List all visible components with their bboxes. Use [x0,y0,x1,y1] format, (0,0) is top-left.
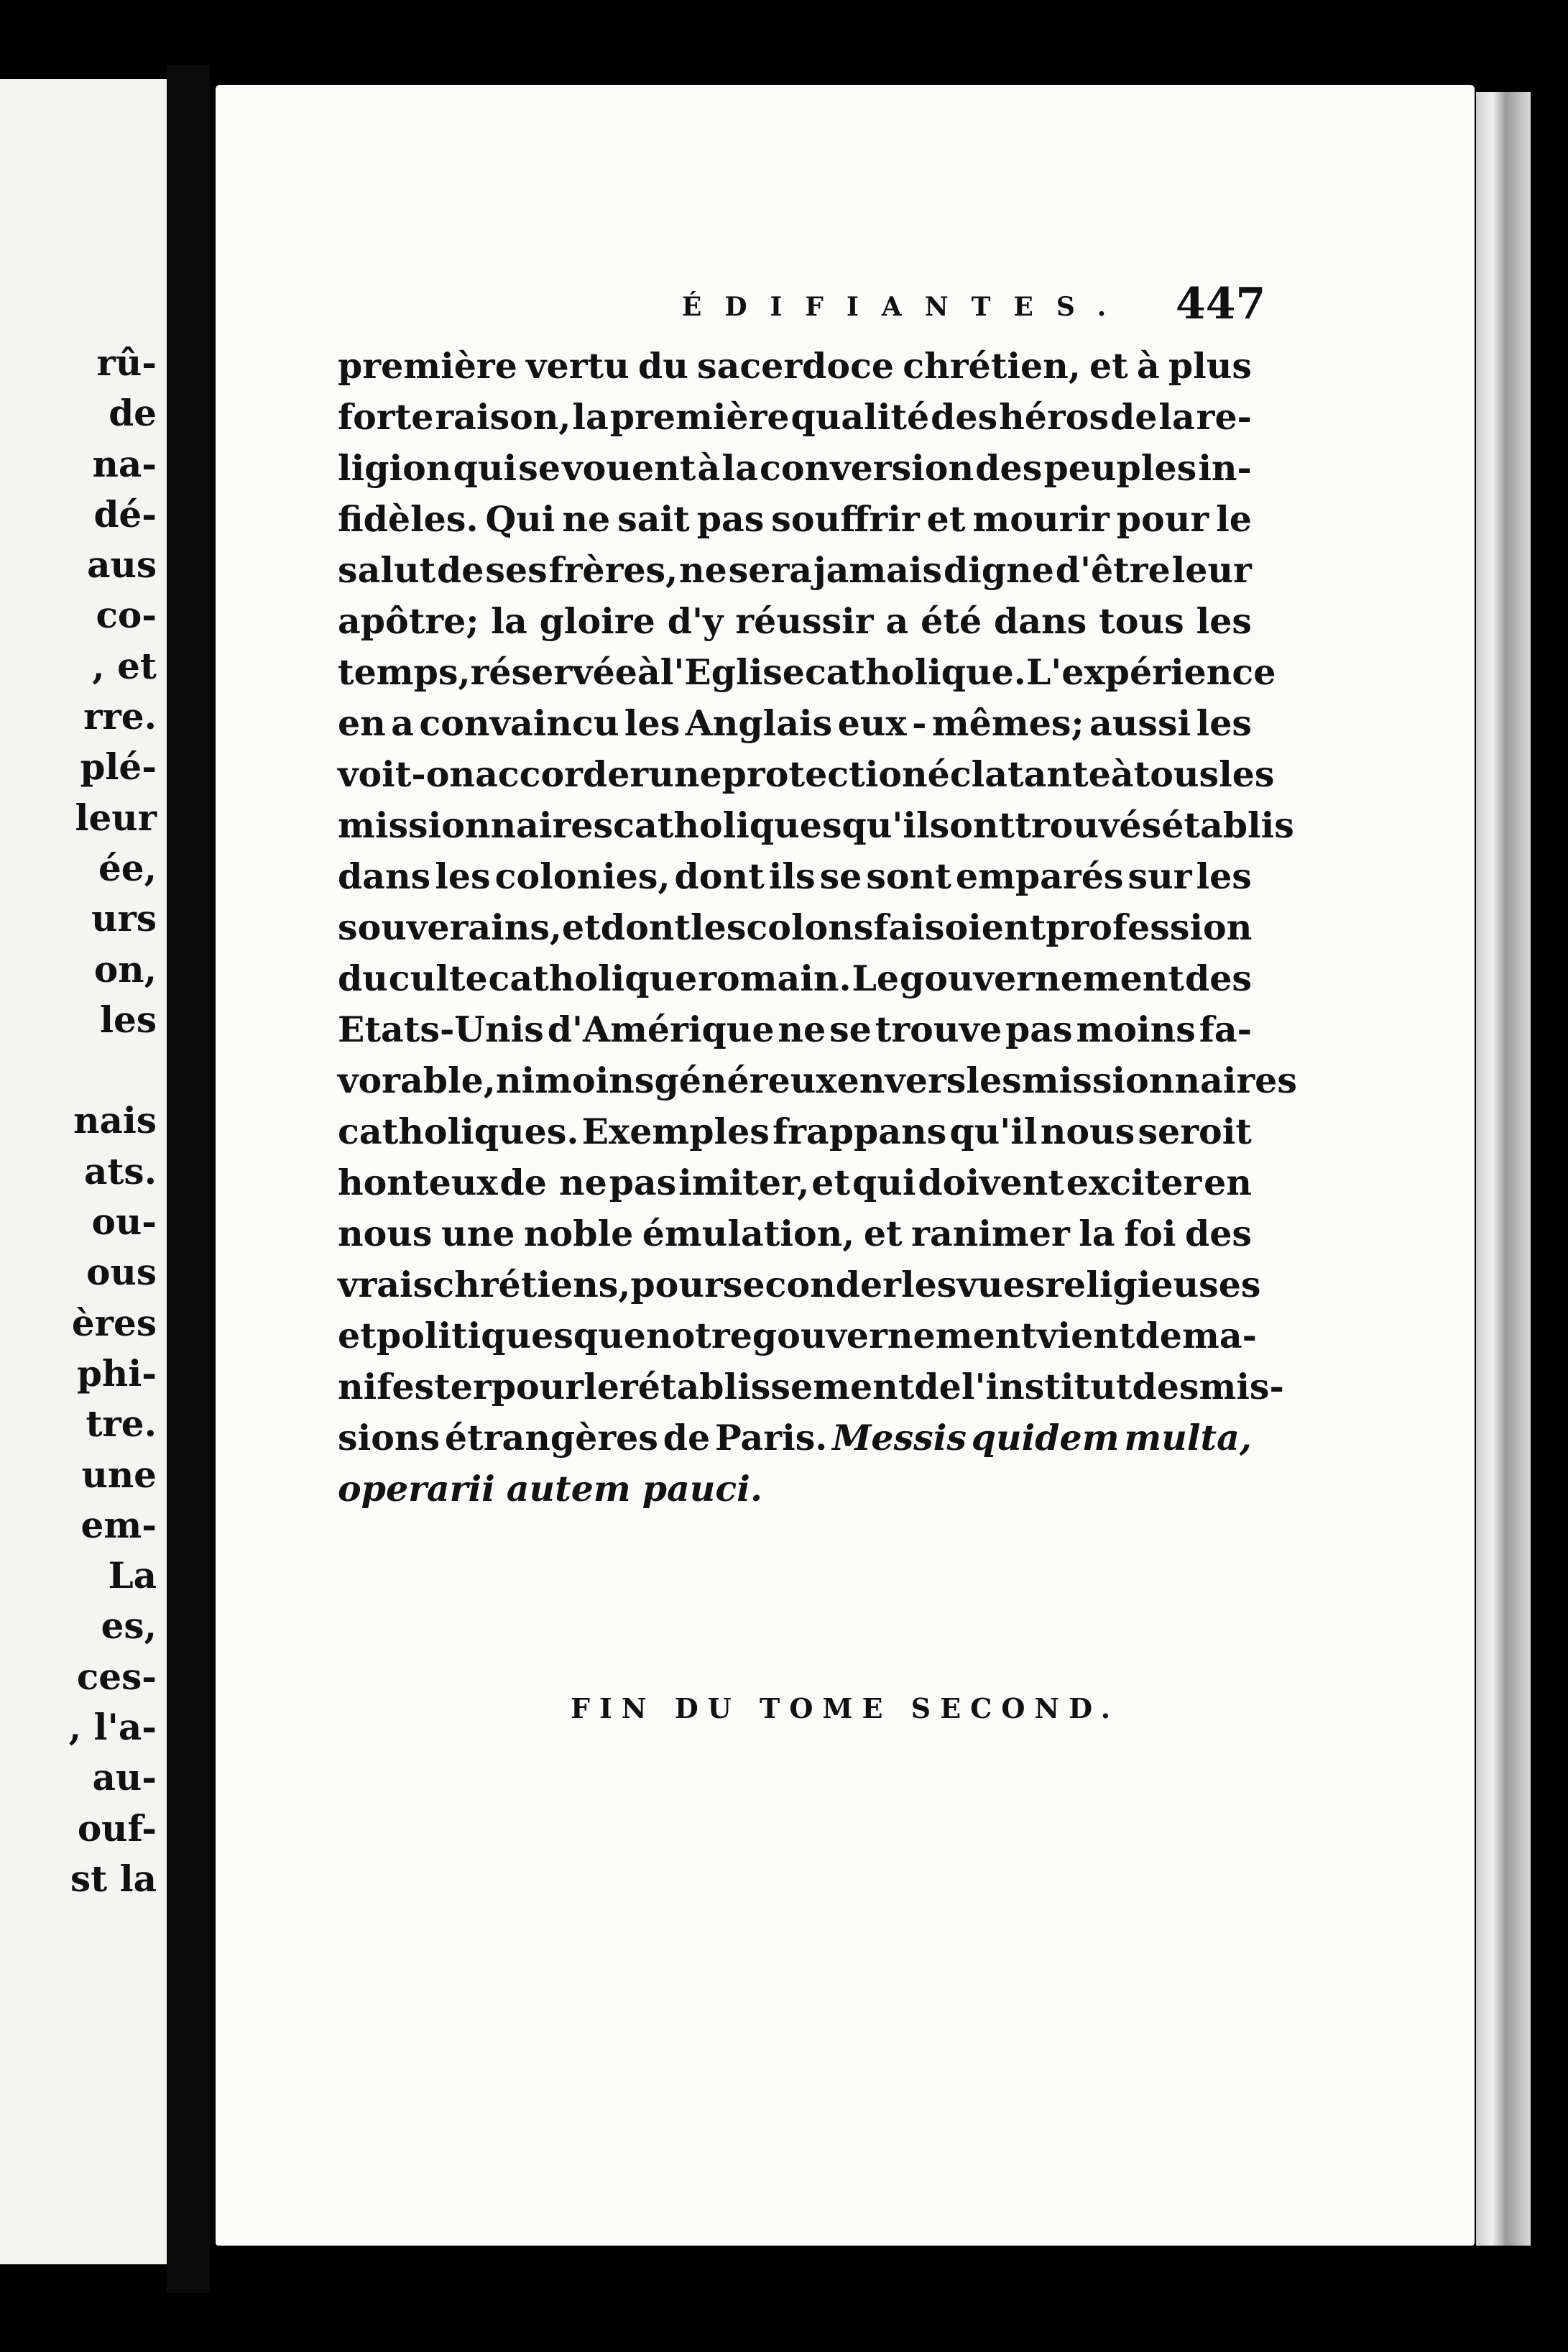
word: pauci. [642,1468,762,1510]
facing-page-fragment: ou- [91,1200,157,1244]
word: le [584,1366,619,1407]
word: eux [837,702,907,744]
word: des [1184,1213,1252,1254]
word: nous [338,1213,433,1254]
word: raison, [435,396,571,438]
word: colonies, [494,855,670,897]
word: catholiques [613,804,842,846]
word: culte [388,957,488,999]
facing-page-fragment: plé- [80,745,157,789]
word: religieuses [1045,1264,1261,1305]
word: éclatante [927,753,1111,795]
word: trouve [875,1009,1002,1050]
word: à [1110,753,1134,795]
word: dont [600,906,691,948]
word: que [573,1315,646,1356]
word: les [1196,600,1252,642]
word: quidem [971,1417,1120,1458]
word: de [914,1366,961,1407]
word: politiques [376,1315,573,1356]
facing-page-fragment: es, [101,1604,157,1648]
word: multa, [1124,1417,1252,1458]
word: première [609,396,790,438]
word: les [624,702,681,744]
word: autem [506,1468,631,1510]
word: les [691,906,747,948]
word: souffrir [771,498,920,540]
word: dont [674,855,765,897]
word: sacerdoce [696,345,895,387]
word: vues [956,1264,1046,1305]
facing-page-fragment: nais [73,1099,157,1142]
text-line [338,647,1276,698]
word: ses [485,549,548,591]
word: gouvernement [752,1315,1038,1356]
body-text [338,341,1297,1515]
word: souverains, [338,906,562,948]
word: colons [746,906,874,948]
facing-page-fragment: rû- [96,341,157,384]
facing-page-fragment: une [81,1453,157,1496]
word: ne [679,549,727,591]
word: operarii [338,1468,495,1510]
facing-page-fragment: ouf- [77,1806,157,1850]
word: ils [768,855,816,897]
word: à [637,651,660,693]
word: la [1079,1213,1115,1254]
word: sur [1127,855,1192,897]
facing-page-fragment: les [100,998,157,1041]
word: des [1184,957,1252,999]
word: émulation, [642,1213,855,1254]
word: établis [1161,804,1294,846]
word: tous [1099,600,1184,642]
word: pas [696,498,765,540]
word: a [885,600,909,642]
facing-page-fragment: La [108,1554,157,1597]
word: ont [949,804,1015,846]
word: nifester [338,1366,492,1407]
word: plus [1168,345,1252,387]
facing-page-fragment: rre. [83,695,157,738]
word: leur [1171,549,1252,591]
facing-page-fragment: ces- [76,1655,157,1698]
word: la [572,396,609,438]
word: catholiques. [338,1111,579,1152]
word: les [1196,855,1252,897]
word: vrais [338,1264,433,1305]
word: le [1216,498,1252,540]
word: temps, [338,651,471,693]
word: généreux [654,1060,837,1101]
facing-page-fragment: au- [92,1756,157,1799]
word: frappans [773,1111,947,1152]
word: une [441,1213,515,1254]
word: et [562,906,601,948]
word: seconder [722,1264,901,1305]
word: sont [866,855,951,897]
word: tous [1133,753,1219,795]
word: notre [645,1315,752,1356]
word: noble [523,1213,634,1254]
text-line [338,1157,1252,1208]
word: héros [999,396,1110,438]
word: vouent [562,447,696,489]
word: seroit [1138,1111,1252,1152]
text-line [338,1004,1252,1055]
word: les [966,1060,1022,1101]
word: dans [338,855,431,897]
word: sait [617,498,690,540]
word: en [1204,1162,1252,1203]
word: Anglais [685,702,833,744]
word: et [926,498,966,540]
word: à [697,447,721,489]
text-line [338,1310,1257,1361]
word: réservée [470,651,637,693]
word: jamais [813,549,943,591]
word: l'institut [961,1366,1133,1407]
word: en [338,702,386,744]
word: pas [1005,1009,1073,1050]
word: romain. [698,957,852,999]
page-block-edge [1476,92,1531,2246]
word: les [1196,702,1252,744]
word: fidèles. [338,498,479,540]
word: du [338,957,388,999]
word: chrétien, [903,345,1081,387]
page-number: 447 [1176,279,1266,329]
text-line [338,1412,1252,1464]
word: mis- [1199,1366,1284,1407]
word: d'être [1055,549,1171,591]
word: frères, [548,549,678,591]
word: Paris. [715,1417,828,1458]
word: nous [1040,1111,1135,1152]
word: se [829,1009,872,1050]
word: ligion [338,447,452,489]
facing-page-fragment: st la [70,1857,157,1900]
word: fa- [1199,1009,1252,1050]
word: salut [338,549,436,591]
word: et [811,1162,851,1203]
facing-page-fragment: , l'a- [68,1706,157,1749]
end-of-volume-line: FIN DU TOME SECOND. [571,1692,1120,1724]
word: a [391,702,414,744]
word: catholique [488,957,698,999]
word: gouvernement [899,957,1185,999]
word: rétablissement [619,1366,915,1407]
word: réussir [735,600,874,642]
book-gutter [167,65,210,2293]
facing-page-fragment: em- [80,1503,157,1546]
word: de ne [499,1162,607,1203]
word: se [819,855,862,897]
word: une [648,753,722,795]
word: de [437,549,484,591]
running-head-title: ÉDIFIANTES. [681,292,1130,322]
word: missionnaires [1021,1060,1297,1101]
facing-page-fragment: dé- [93,492,157,536]
word: de [1110,396,1158,438]
text-line [338,800,1294,851]
word: de [1135,1315,1182,1356]
word: forte [338,396,434,438]
word: accorder [475,753,649,795]
word: Exemples [581,1111,770,1152]
word: dans [994,600,1087,642]
text-line [338,443,1252,494]
word: faisoient [873,906,1046,948]
word: ne [562,498,611,540]
word: chrétiens, [433,1264,631,1305]
word: et [1089,345,1128,387]
facing-page-fragment: de [109,392,157,435]
word: aussi [1089,702,1191,744]
word: vertu [526,345,629,387]
word: pour [630,1264,723,1305]
facing-page-fragment: ats. [83,1149,157,1193]
word: de [663,1417,711,1458]
word: Qui [485,498,555,540]
facing-page-fragment: ous [86,1251,157,1294]
word: peuples [1043,447,1197,489]
facing-page-fragment: urs [91,897,157,940]
text-line [338,749,1275,800]
word: digne [943,549,1054,591]
word: trouvés [1015,804,1162,846]
word: mourir [972,498,1110,540]
text-line [338,596,1252,647]
word: d'y [667,600,724,642]
text-line [338,902,1252,953]
text-line-final [338,1464,1252,1515]
word: L'expérience [1025,651,1276,693]
facing-page-fragment: , et [92,644,157,687]
facing-page-fragment: on, [93,947,157,991]
facing-page-fragment: ères [71,1301,157,1344]
word: voit-on [338,753,476,795]
word: imiter, [678,1162,810,1203]
word: missionnaires [338,804,614,846]
word: pour [491,1366,584,1407]
facing-page-fragment [69,1045,157,1095]
word: vorable, [338,1060,496,1101]
running-head [216,279,1475,344]
word: pas [609,1162,677,1203]
word: et [863,1213,903,1254]
word: la [721,447,758,489]
word: l'Eglise [660,651,805,693]
word: du [637,345,688,387]
text-line [338,953,1252,1004]
word: gloire [539,600,655,642]
word: à [1136,345,1160,387]
word: doivent [918,1162,1064,1203]
facing-page-fragment: tre. [86,1402,157,1446]
text-line [338,1208,1252,1259]
text-line [338,1106,1252,1157]
word: et [338,1315,377,1356]
text-line [338,1361,1284,1412]
word: profession [1046,906,1253,948]
word: moins [1076,1009,1196,1050]
word: les [900,1264,957,1305]
word: catholique. [804,651,1026,693]
word: exciter [1066,1162,1202,1203]
facing-page-line-fragments [69,338,157,1904]
word: honteux [338,1162,498,1203]
word: la [491,600,527,642]
word: des [931,396,998,438]
word: pour [1116,498,1209,540]
word: in- [1198,447,1252,489]
word: convaincu [419,702,619,744]
word: Le [852,957,900,999]
word: qui [453,447,517,489]
word: ma- [1181,1315,1257,1356]
word: protection [721,753,928,795]
word: sera [728,549,813,591]
word: des [1132,1366,1199,1407]
word: des [975,447,1043,489]
word: Messis [832,1417,967,1458]
word: ranimer [911,1213,1070,1254]
word: la [1158,396,1195,438]
facing-page-fragment: co- [96,594,157,637]
word: vient [1037,1315,1135,1356]
word: étrangères [444,1417,658,1458]
word: qu'il [949,1111,1038,1152]
word: qui [852,1162,916,1203]
word: mêmes; [931,702,1084,744]
facing-page-fragment: na- [92,442,157,485]
word: qualité [790,396,930,438]
text-line [338,1055,1297,1106]
text-line [338,851,1252,902]
word: sions [338,1417,441,1458]
word: d'Amérique [547,1009,775,1050]
word: emparés [955,855,1124,897]
word: les [1219,753,1275,795]
text-line [338,494,1252,545]
facing-page-fragment: leur [75,796,157,839]
word: re- [1196,396,1252,438]
word: envers [836,1060,967,1101]
text-line [338,1259,1261,1310]
word: apôtre; [338,600,479,642]
text-line [338,392,1252,443]
facing-page-fragment: aus [87,543,157,587]
text-line [338,545,1252,596]
facing-page-left [0,79,167,2264]
word: moins [535,1060,655,1101]
word: qu'ils [841,804,950,846]
word: Etats-Unis [338,1009,544,1050]
facing-page-fragment: ée, [98,846,157,889]
book-page [216,85,1475,2246]
word: - [912,702,927,744]
text-line [338,341,1252,392]
word: foi [1124,1213,1176,1254]
word: conversion [759,447,974,489]
word: se [518,447,561,489]
facing-page-fragment: phi- [76,1351,157,1395]
word: ni [495,1060,535,1101]
word: ne [778,1009,826,1050]
word: été [921,600,982,642]
word: les [435,855,491,897]
word: première [338,345,517,387]
text-line [338,698,1252,749]
